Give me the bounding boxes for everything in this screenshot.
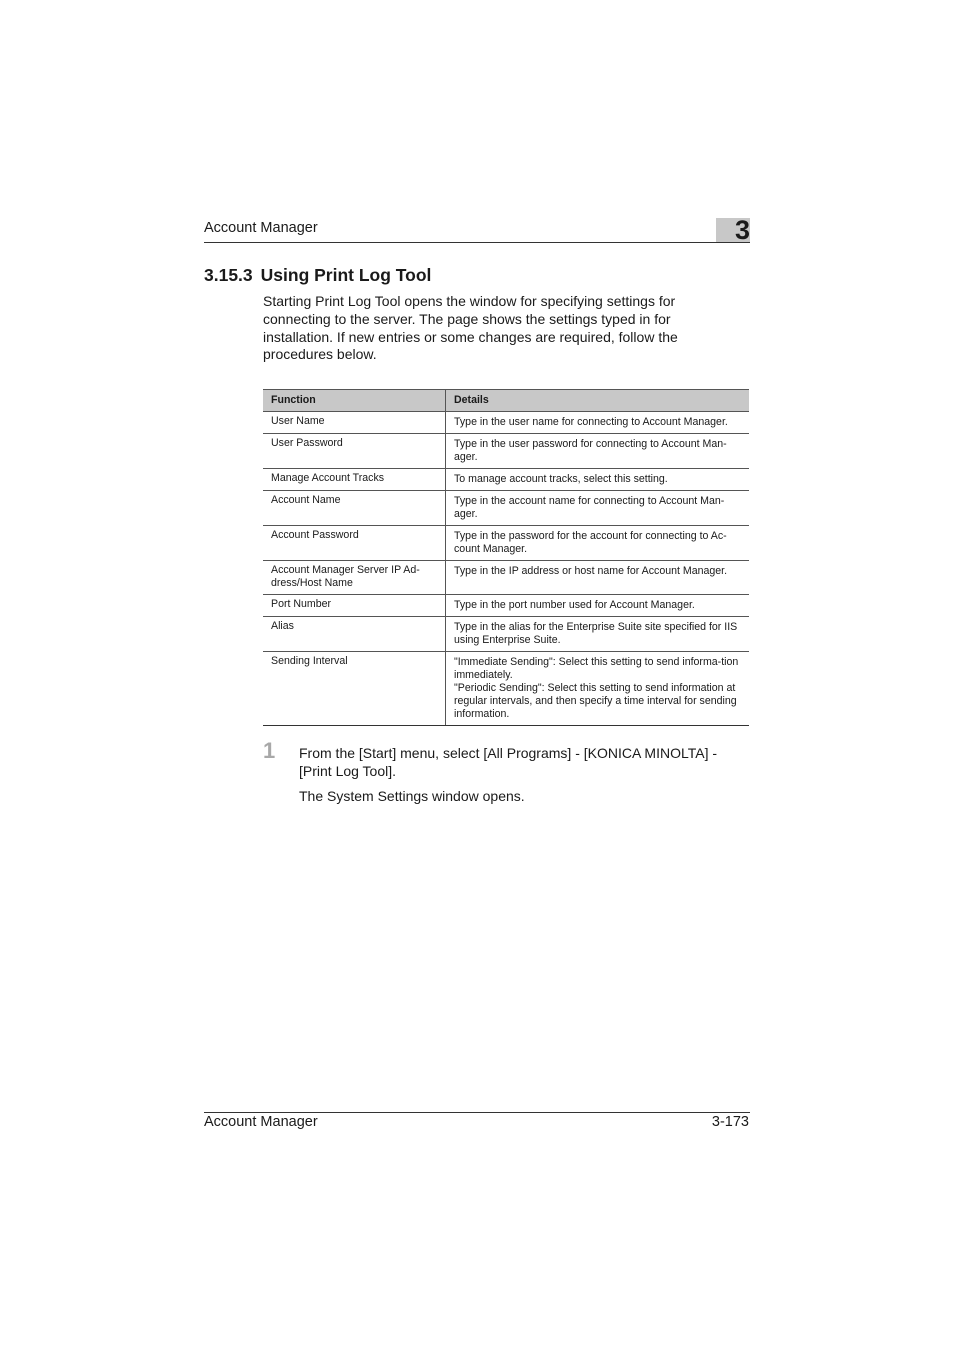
details-line: Type in the account name for connecting to Account Man-ager. xyxy=(454,495,725,520)
details-cell xyxy=(446,412,750,434)
details-line: Type in the user password for connecting to Account Man-ager. xyxy=(454,438,727,463)
column-header-function: Function xyxy=(263,390,446,412)
step-instruction: From the [Start] menu, select [All Programs] - [KONICA MINOLTA] - [Print Log Tool]. xyxy=(299,745,718,779)
column-header-details: Details xyxy=(446,390,750,412)
details-line: Type in the alias for the Enterprise Suite site specified for IIS using Enterprise Suite. xyxy=(454,621,738,646)
details-cell xyxy=(446,526,750,561)
settings-table xyxy=(263,389,749,726)
chapter-number: 3 xyxy=(734,215,750,245)
footer-divider xyxy=(204,1112,750,1113)
details-cell xyxy=(446,491,750,526)
table-row xyxy=(263,652,749,726)
chapter-badge xyxy=(716,215,750,245)
footer-title: Account Manager xyxy=(204,1114,318,1130)
header-title: Account Manager xyxy=(204,220,318,236)
details-cell xyxy=(446,595,750,617)
function-cell: Manage Account Tracks xyxy=(263,469,446,491)
intro-paragraph: Starting Print Log Tool opens the window for specifying settings for connecting to the server. The page shows the settings typed in for installation. If new entries or some changes are required, follow the procedures below. xyxy=(263,293,678,363)
step-result: The System Settings window opens. xyxy=(299,788,525,804)
section-number: 3.15.3 xyxy=(204,265,253,285)
table-body xyxy=(263,412,749,726)
table-row xyxy=(263,469,749,491)
header-divider xyxy=(204,242,750,243)
function-cell: Account Password xyxy=(263,526,446,561)
section-title-text: Using Print Log Tool xyxy=(260,265,432,285)
function-cell: Account Name xyxy=(263,491,446,526)
table-row xyxy=(263,595,749,617)
details-cell xyxy=(446,561,750,595)
table-row xyxy=(263,526,749,561)
function-cell: Sending Interval xyxy=(263,652,446,726)
details-line: Type in the user name for connecting to Account Manager. xyxy=(454,416,728,428)
details-line: "Immediate Sending": Select this setting to send informa-tion immediately. xyxy=(454,656,739,681)
details-line: Type in the password for the account for connecting to Ac-count Manager. xyxy=(454,530,727,555)
step-number: 1 xyxy=(263,738,276,763)
details-line: Type in the port number used for Account Manager. xyxy=(454,599,695,611)
details-line: To manage account tracks, select this setting. xyxy=(454,473,668,485)
page-number: 3-173 xyxy=(711,1114,749,1130)
table-row xyxy=(263,617,749,652)
details-cell xyxy=(446,652,750,726)
function-cell: Account Manager Server IP Ad-dress/Host Name xyxy=(263,561,446,595)
table-row xyxy=(263,491,749,526)
details-cell xyxy=(446,434,750,469)
function-cell: Alias xyxy=(263,617,446,652)
function-cell: User Password xyxy=(263,434,446,469)
table-header-row xyxy=(263,390,749,412)
details-line: "Periodic Sending": Select this setting to send information at regular intervals, and then specify a time interval for sending information. xyxy=(454,682,737,720)
details-cell xyxy=(446,469,750,491)
function-cell: User Name xyxy=(263,412,446,434)
table-row xyxy=(263,412,749,434)
section-title xyxy=(204,265,431,286)
table-row xyxy=(263,561,749,595)
details-line: Type in the IP address or host name for Account Manager. xyxy=(454,565,728,577)
function-cell: Port Number xyxy=(263,595,446,617)
table-row xyxy=(263,434,749,469)
details-cell xyxy=(446,617,750,652)
